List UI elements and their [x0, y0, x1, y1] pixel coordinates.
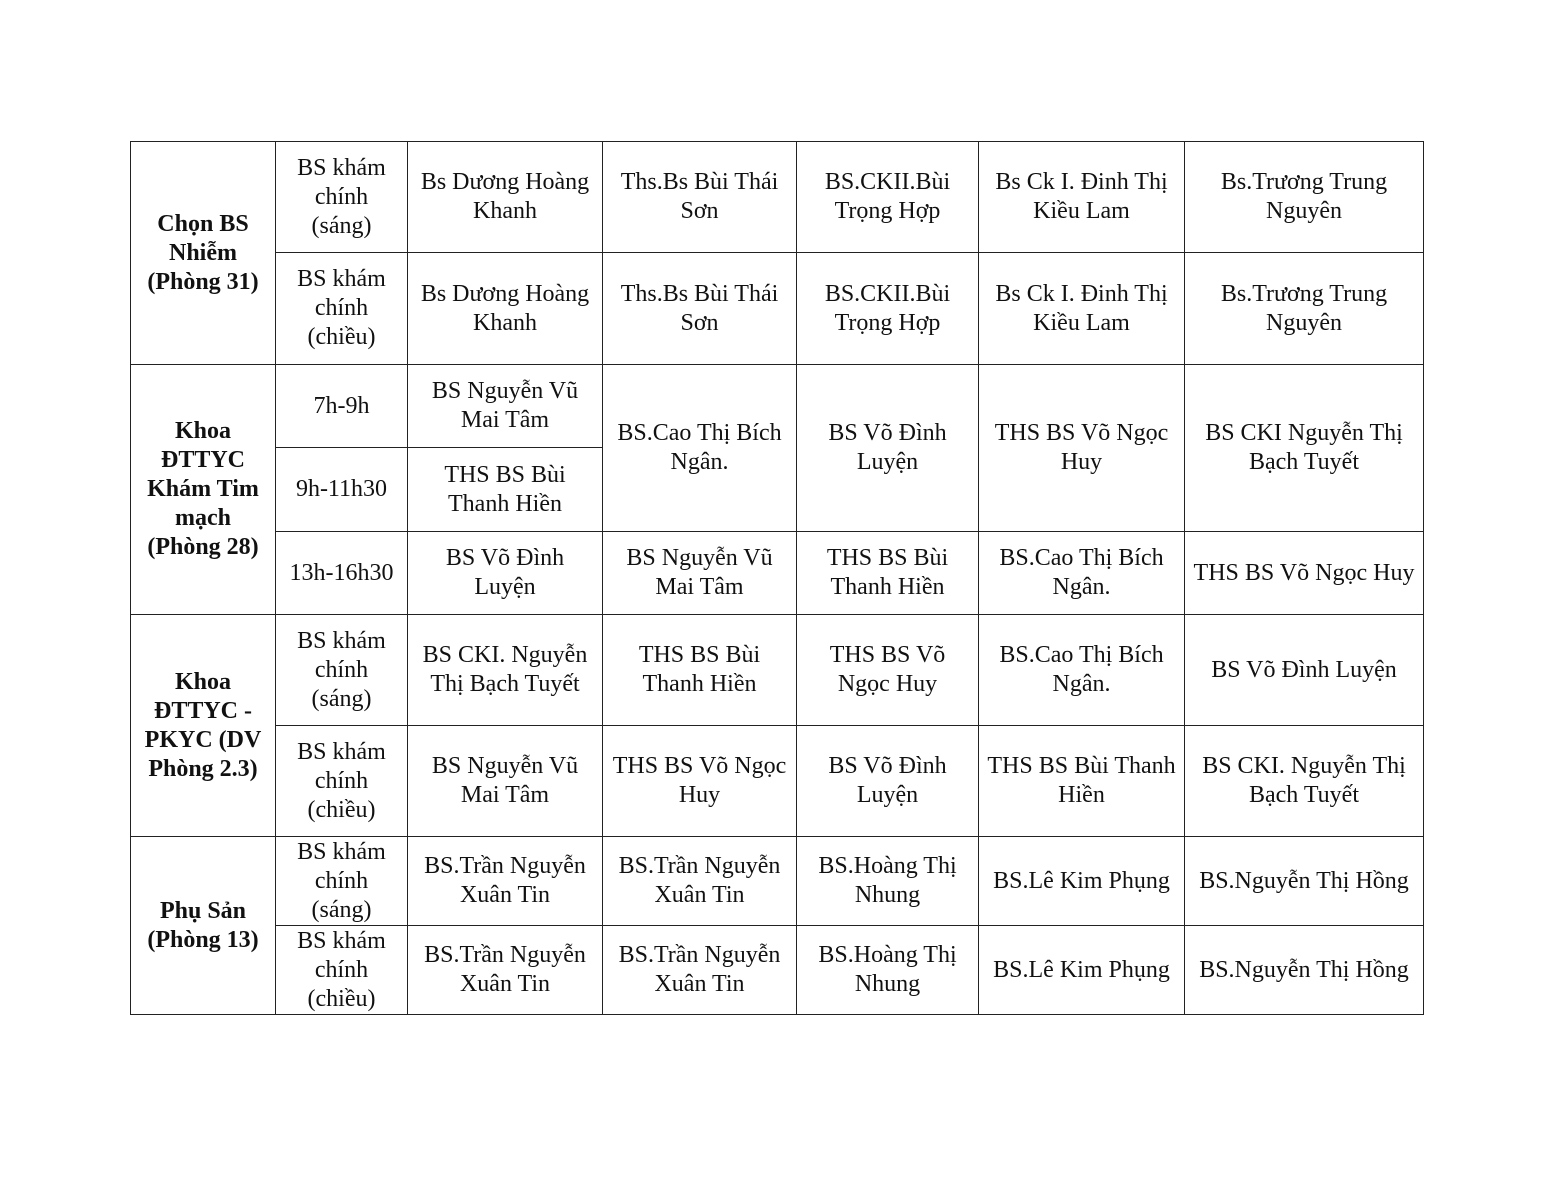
doctor-cell — [1185, 365, 1424, 532]
doctor-cell — [603, 532, 797, 615]
time-slot-cell — [276, 615, 408, 726]
doctor-cell — [408, 837, 603, 926]
doctor-cell — [797, 926, 979, 1015]
time-slot-cell — [276, 837, 408, 926]
department-name: Khoa ĐTTYC - PKYC (DV Phòng 2.3) — [144, 668, 262, 782]
doctor-name: BS.Hoàng Thị Nhung — [818, 853, 957, 908]
doctor-cell — [408, 448, 603, 532]
doctor-cell — [979, 726, 1185, 837]
doctor-name: Bs Ck I. Đinh Thị Kiều Lam — [995, 169, 1168, 224]
doctor-name: BS.CKII.Bùi Trọng Hợp — [824, 169, 951, 224]
time-slot: BS khám chính (chiều) — [297, 266, 386, 350]
doctor-schedule-table — [130, 141, 1424, 1015]
department-cell — [131, 365, 276, 615]
department-name: Phụ Sản (Phòng 13) — [147, 897, 259, 953]
time-slot: 9h-11h30 — [295, 476, 388, 502]
doctor-name: BS.Cao Thị Bích Ngân. — [999, 545, 1164, 600]
department-cell — [131, 142, 276, 365]
doctor-name: THS BS Võ Ngọc Huy — [612, 753, 787, 808]
doctor-name: THS BS Bùi Thanh Hiền — [444, 461, 566, 517]
table-row — [131, 837, 1424, 926]
doctor-cell — [1185, 532, 1424, 615]
doctor-name: BS.Trần Nguyễn Xuân Tin — [424, 942, 586, 997]
doctor-name: BS Võ Đình Luyện — [828, 420, 947, 475]
table-row — [131, 253, 1424, 365]
doctor-cell — [979, 532, 1185, 615]
doctor-cell — [408, 615, 603, 726]
doctor-cell — [603, 253, 797, 365]
doctor-name: Bs.Trương Trung Nguyên — [1220, 169, 1388, 224]
doctor-name: Ths.Bs Bùi Thái Sơn — [620, 280, 779, 336]
doctor-name: THS BS Võ Ngọc Huy — [1193, 559, 1415, 586]
doctor-name: BS CKI Nguyễn Thị Bạch Tuyết — [1205, 420, 1403, 475]
doctor-cell — [797, 365, 979, 532]
doctor-cell — [603, 142, 797, 253]
doctor-cell — [603, 837, 797, 926]
department-name: Khoa ĐTTYC Khám Tim mạch (Phòng 28) — [147, 418, 259, 560]
department-cell — [131, 615, 276, 837]
time-slot-cell — [276, 253, 408, 365]
doctor-cell — [408, 726, 603, 837]
time-slot-cell — [276, 532, 408, 615]
time-slot: BS khám chính (sáng) — [297, 838, 386, 923]
time-slot: BS khám chính (sáng) — [297, 627, 386, 712]
doctor-cell — [979, 837, 1185, 926]
doctor-name: THS BS Bùi Thanh Hiền — [987, 753, 1176, 808]
doctor-name: BS.Cao Thị Bích Ngân. — [999, 642, 1164, 697]
doctor-cell — [408, 365, 603, 448]
time-slot: BS khám chính (sáng) — [297, 154, 386, 239]
doctor-cell — [1185, 926, 1424, 1015]
doctor-name: BS Võ Đình Luyện — [828, 753, 947, 808]
doctor-name: BS Nguyễn Vũ Mai Tâm — [431, 378, 579, 433]
doctor-name: Bs Ck I. Đinh Thị Kiều Lam — [995, 280, 1168, 336]
doctor-name: BS Nguyễn Vũ Mai Tâm — [626, 545, 773, 600]
time-slot-cell — [276, 726, 408, 837]
time-slot: 7h-9h — [313, 392, 370, 419]
time-slot: 13h-16h30 — [289, 559, 394, 586]
doctor-name: BS.Hoàng Thị Nhung — [818, 942, 957, 997]
table-row — [131, 926, 1424, 1015]
doctor-name: BS.CKII.Bùi Trọng Hợp — [824, 280, 951, 336]
doctor-name: Ths.Bs Bùi Thái Sơn — [620, 169, 779, 224]
doctor-cell — [797, 837, 979, 926]
table-row — [131, 726, 1424, 837]
table-row — [131, 142, 1424, 253]
doctor-name: Bs Dương Hoàng Khanh — [420, 280, 590, 336]
doctor-cell — [979, 365, 1185, 532]
time-slot: BS khám chính (chiều) — [297, 927, 386, 1012]
doctor-cell — [408, 253, 603, 365]
table-row — [131, 615, 1424, 726]
table-row — [131, 532, 1424, 615]
doctor-cell — [797, 142, 979, 253]
doctor-cell — [797, 532, 979, 615]
doctor-name: BS.Nguyễn Thị Hồng — [1199, 867, 1409, 894]
doctor-name: BS CKI. Nguyễn Thị Bạch Tuyết — [1202, 753, 1406, 808]
doctor-name: Bs Dương Hoàng Khanh — [420, 169, 590, 224]
doctor-name: BS.Trần Nguyễn Xuân Tin — [424, 853, 586, 908]
doctor-name: BS.Nguyễn Thị Hồng — [1199, 956, 1409, 983]
time-slot-cell — [276, 448, 408, 532]
doctor-name: BS CKI. Nguyễn Thị Bạch Tuyết — [422, 642, 588, 697]
doctor-cell — [1185, 726, 1424, 837]
doctor-name: BS.Cao Thị Bích Ngân. — [617, 420, 782, 475]
doctor-name: THS BS Võ Ngọc Huy — [829, 642, 946, 697]
doctor-cell — [603, 726, 797, 837]
doctor-cell — [1185, 142, 1424, 253]
doctor-name: THS BS Bùi Thanh Hiền — [826, 545, 949, 600]
doctor-name: BS Võ Đình Luyện — [1211, 656, 1397, 683]
department-name: Chọn BS Nhiễm (Phòng 31) — [147, 210, 259, 295]
doctor-name: THS BS Võ Ngọc Huy — [994, 420, 1169, 475]
doctor-name: BS.Trần Nguyễn Xuân Tin — [618, 942, 781, 997]
doctor-name: BS.Lê Kim Phụng — [993, 956, 1170, 983]
time-slot: BS khám chính (chiều) — [297, 738, 386, 823]
doctor-cell — [797, 615, 979, 726]
doctor-cell — [979, 142, 1185, 253]
doctor-name: BS.Lê Kim Phụng — [993, 867, 1170, 894]
doctor-cell — [797, 253, 979, 365]
doctor-name: THS BS Bùi Thanh Hiền — [638, 642, 761, 697]
doctor-cell — [797, 726, 979, 837]
doctor-cell — [979, 253, 1185, 365]
doctor-name: BS Võ Đình Luyện — [445, 545, 565, 600]
doctor-name: Bs.Trương Trung Nguyên — [1220, 280, 1388, 336]
doctor-cell — [408, 926, 603, 1015]
doctor-cell — [603, 926, 797, 1015]
doctor-cell — [408, 142, 603, 253]
table-row — [131, 365, 1424, 448]
doctor-cell — [1185, 837, 1424, 926]
doctor-cell — [1185, 253, 1424, 365]
doctor-cell — [979, 926, 1185, 1015]
doctor-name: BS Nguyễn Vũ Mai Tâm — [431, 753, 579, 808]
doctor-cell — [603, 365, 797, 532]
time-slot-cell — [276, 365, 408, 448]
department-cell — [131, 837, 276, 1015]
doctor-cell — [1185, 615, 1424, 726]
doctor-cell — [979, 615, 1185, 726]
doctor-cell — [603, 615, 797, 726]
doctor-name: BS.Trần Nguyễn Xuân Tin — [618, 853, 781, 908]
doctor-cell — [408, 532, 603, 615]
time-slot-cell — [276, 926, 408, 1015]
time-slot-cell — [276, 142, 408, 253]
